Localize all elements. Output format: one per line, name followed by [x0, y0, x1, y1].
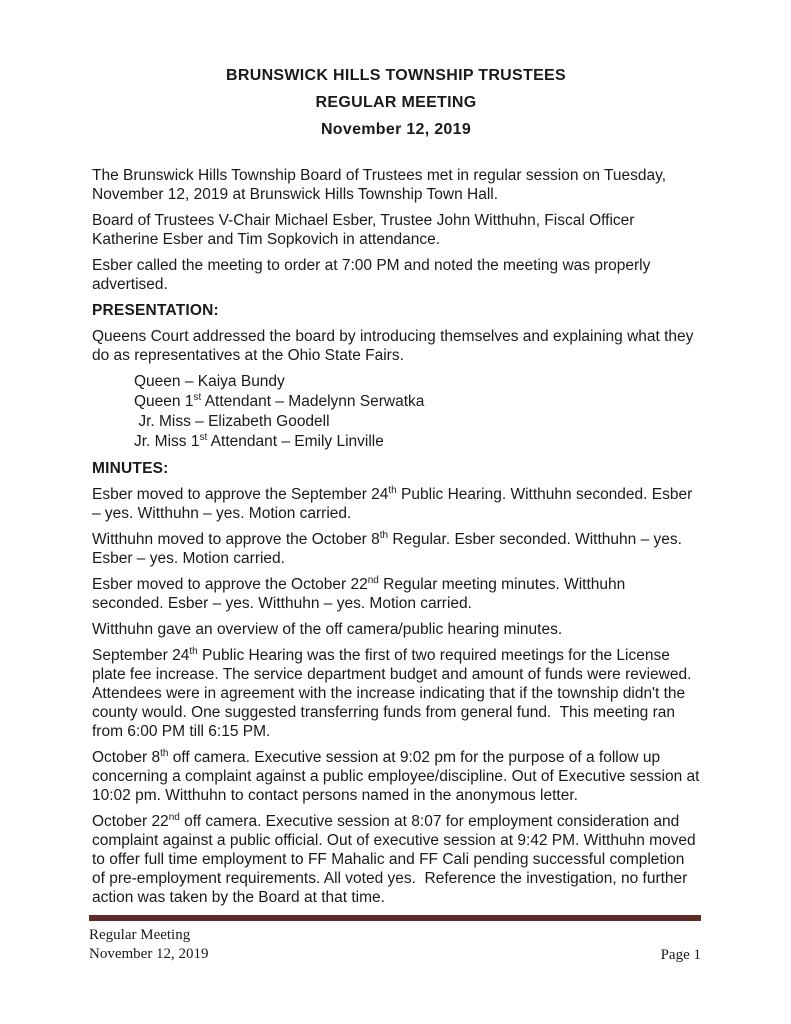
paragraph-call-to-order: Esber called the meeting to order at 7:00 PM and noted the meeting was properly advertised. [92, 257, 655, 293]
doc-title: BRUNSWICK HILLS TOWNSHIP TRUSTEES [226, 67, 566, 84]
paragraph-minutes-sept24: Esber moved to approve the September 24th Public Hearing. Witthuhn seconded. Esber – yes. Witthuhn – yes. Motion carried. [92, 484, 697, 522]
list-item-queen: Queen – Kaiya Bundy [134, 373, 285, 390]
paragraph-oct8-off-camera: October 8th off camera. Executive session at 9:02 pm for the purpose of a follow up concerning a complaint against a public employee/discipline. Out of Executive session at 10:02 pm. Witthuhn to contact persons named in the anonymous letter. [92, 747, 704, 804]
footer-row [89, 926, 701, 964]
paragraph-overview: Witthuhn gave an overview of the off camera/public hearing minutes. [92, 621, 563, 638]
doc-subtitle: REGULAR MEETING [315, 94, 477, 111]
page-footer [89, 915, 701, 964]
footer-rule [89, 915, 701, 921]
doc-header [92, 66, 700, 140]
list-item-jr-miss-attendant: Jr. Miss 1st Attendant – Emily Linville [134, 431, 384, 450]
paragraph-queens-court: Queens Court addressed the board by introducing themselves and explaining what they do as representatives at the Ohio State Fairs. [92, 328, 698, 364]
paragraph-attendance: Board of Trustees V-Chair Michael Esber, Trustee John Witthuhn, Fiscal Officer Katherine Esber and Tim Sopkovich in attendance. [92, 212, 639, 248]
paragraph-oct22-off-camera: October 22nd off camera. Executive session at 8:07 for employment consideration and complaint against a public official. Out of executive session at 9:42 PM. Witthuhn moved to offer full time employment to FF Mahalic and FF Cali pending successful completion of pre-employment requirements. All voted yes. Reference the investigation, no further action was taken by the Board at that time. [92, 811, 700, 906]
paragraph-minutes-oct22: Esber moved to approve the October 22nd Regular meeting minutes. Witthuhn seconded. Esber – yes. Witthuhn – yes. Motion carried. [92, 574, 630, 612]
doc-date: November 12, 2019 [320, 121, 472, 138]
doc-body [92, 166, 704, 907]
list-item-jr-miss: Jr. Miss – Elizabeth Goodell [134, 413, 330, 430]
footer-left [89, 926, 209, 964]
heading-minutes: MINUTES: [92, 460, 169, 477]
heading-presentation: PRESENTATION: [92, 302, 219, 319]
footer-date: November 12, 2019 [89, 946, 209, 962]
paragraph-sept24-hearing: September 24th Public Hearing was the first of two required meetings for the License plate fee increase. The service department budget and amount of funds were reviewed. Attendees were in agreement with the increase indicating that if the township didn't the county would. One suggested transferring funds from general fund. This meeting ran from 6:00 PM till 6:15 PM. [92, 645, 695, 740]
paragraph-minutes-oct8: Witthuhn moved to approve the October 8th Regular. Esber seconded. Witthuhn – yes. Esber – yes. Motion carried. [92, 529, 687, 567]
paragraph-intro: The Brunswick Hills Township Board of Trustees met in regular session on Tuesday, November 12, 2019 at Brunswick Hills Township Town Hall. [92, 167, 671, 203]
footer-meeting-type: Regular Meeting [89, 927, 191, 943]
queens-court-list [134, 372, 700, 452]
footer-page-number: Page 1 [660, 947, 701, 963]
list-item-queen-attendant: Queen 1st Attendant – Madelynn Serwatka [134, 391, 425, 410]
